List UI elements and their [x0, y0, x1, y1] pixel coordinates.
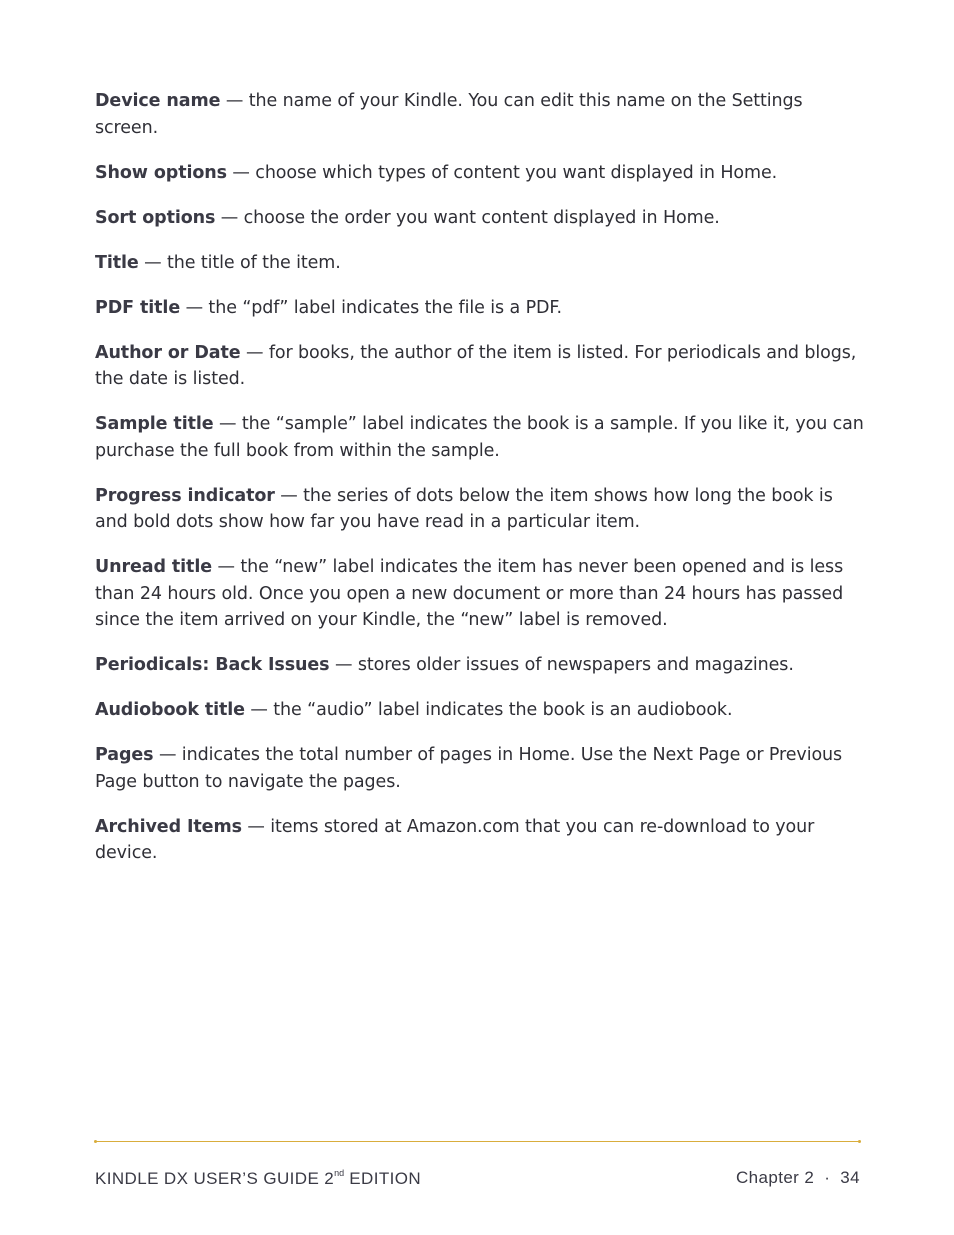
- entry-text: — choose the order you want content displayed in Home.: [215, 207, 720, 228]
- entry-term: Title: [95, 252, 139, 273]
- entry-text: — the “sample” label indicates the book is a sample. If you like it, you can purchase the full book from within the sample.: [95, 414, 864, 461]
- entry-pdf-title: [95, 295, 865, 322]
- entry-term: Unread title: [95, 557, 212, 577]
- entry-text: — choose which types of content you want displayed in Home.: [226, 162, 778, 183]
- entry-progress-indicator: [95, 483, 865, 536]
- entry-text: — stores older issues of newspapers and magazines.: [329, 655, 794, 675]
- entry-pages: [95, 742, 865, 795]
- entry-term: Sample title: [95, 414, 214, 434]
- footer-divider: [95, 1141, 860, 1142]
- entry-show-options: [95, 160, 865, 187]
- entry-sort-options: [95, 205, 865, 232]
- entry-title: [95, 250, 865, 277]
- entry-term: Audiobook title: [95, 700, 245, 720]
- entry-text: — the series of dots below the item shows how long the book is and bold dots show how far you have read in a particular item.: [95, 485, 833, 532]
- footer-separator: ·: [824, 1168, 831, 1187]
- entry-term: Archived Items: [95, 816, 242, 837]
- entry-text: — the “new” label indicates the item has never been opened and is less than 24 hours old. Once you open a new document or more than 24 hours has passed since the item arrived on your Kindle, the “new” label is removed.: [95, 557, 844, 630]
- entry-term: PDF title: [95, 297, 181, 318]
- footer-page-info: [736, 1168, 860, 1188]
- footer-guide-title: [95, 1168, 421, 1189]
- entry-unread-title: [95, 554, 865, 634]
- edition-word: EDITION: [344, 1169, 422, 1188]
- entry-text: — the title of the item.: [138, 252, 341, 273]
- entry-archived-items: [95, 814, 865, 867]
- entry-term: Sort options: [95, 207, 216, 228]
- entry-term: Pages: [95, 745, 154, 765]
- entry-device-name: [95, 88, 865, 141]
- definition-list: [95, 88, 865, 885]
- edition-superscript: nd: [334, 1168, 345, 1178]
- entry-text: — the “pdf” label indicates the file is a PDF.: [180, 297, 563, 318]
- entry-text: — for books, the author of the item is listed. For periodicals and blogs, the date is listed.: [95, 342, 857, 389]
- entry-term: Progress indicator: [95, 485, 275, 506]
- entry-audiobook-title: [95, 697, 865, 724]
- entry-periodicals-back-issues: [95, 652, 865, 679]
- entry-term: Show options: [95, 162, 227, 183]
- entry-term: Periodicals: Back Issues: [95, 655, 330, 675]
- entry-sample-title: [95, 411, 865, 464]
- entry-text: — the name of your Kindle. You can edit this name on the Settings screen.: [95, 91, 803, 138]
- entry-author-or-date: [95, 340, 865, 393]
- chapter-label: Chapter 2: [735, 1168, 815, 1187]
- entry-text: — items stored at Amazon.com that you can re-download to your device.: [95, 816, 815, 863]
- entry-text: — indicates the total number of pages in Home. Use the Next Page or Previous Page button to navigate the pages.: [95, 745, 843, 792]
- guide-title-text: KINDLE DX USER’S GUIDE 2: [95, 1169, 335, 1188]
- entry-term: Author or Date: [95, 342, 241, 363]
- entry-term: Device name: [95, 91, 221, 111]
- page-number: 34: [840, 1168, 860, 1187]
- entry-text: — the “audio” label indicates the book is an audiobook.: [244, 700, 733, 720]
